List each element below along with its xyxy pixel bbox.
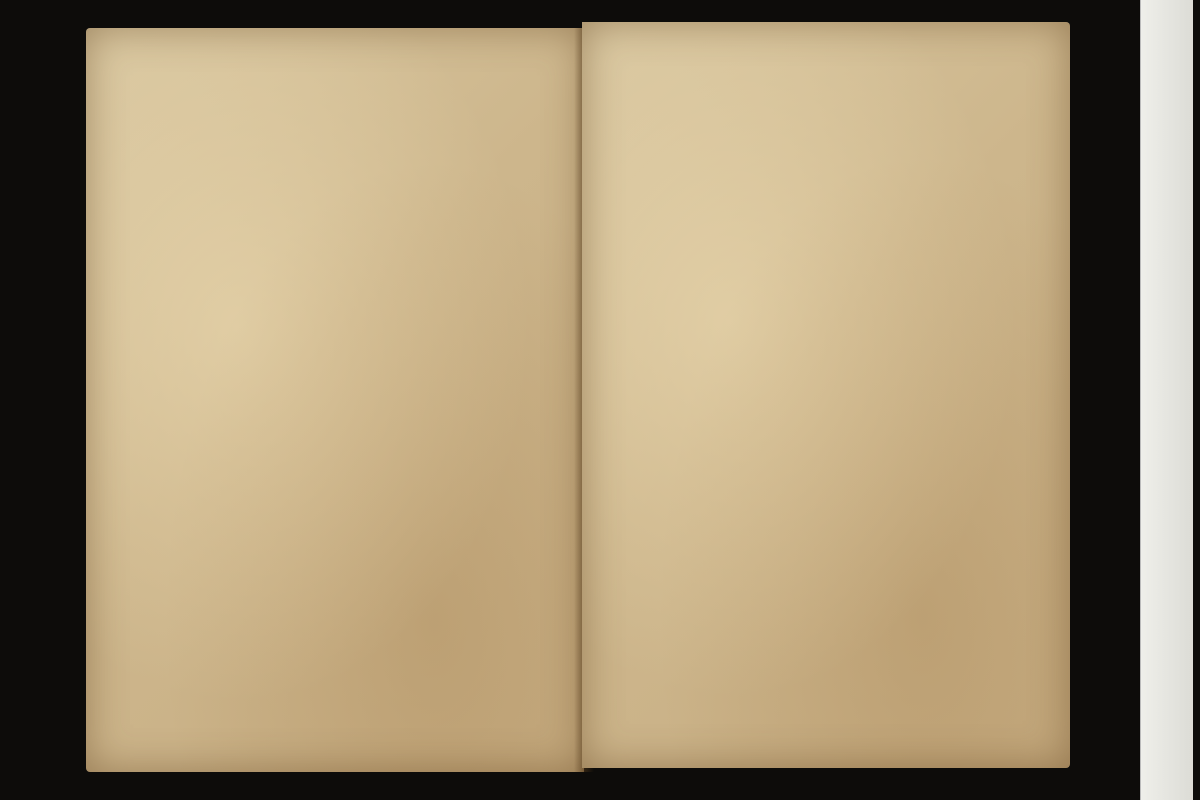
right-page	[582, 22, 1070, 768]
measurement-ruler	[1140, 0, 1193, 800]
open-book	[78, 22, 1084, 780]
left-page	[86, 28, 584, 772]
